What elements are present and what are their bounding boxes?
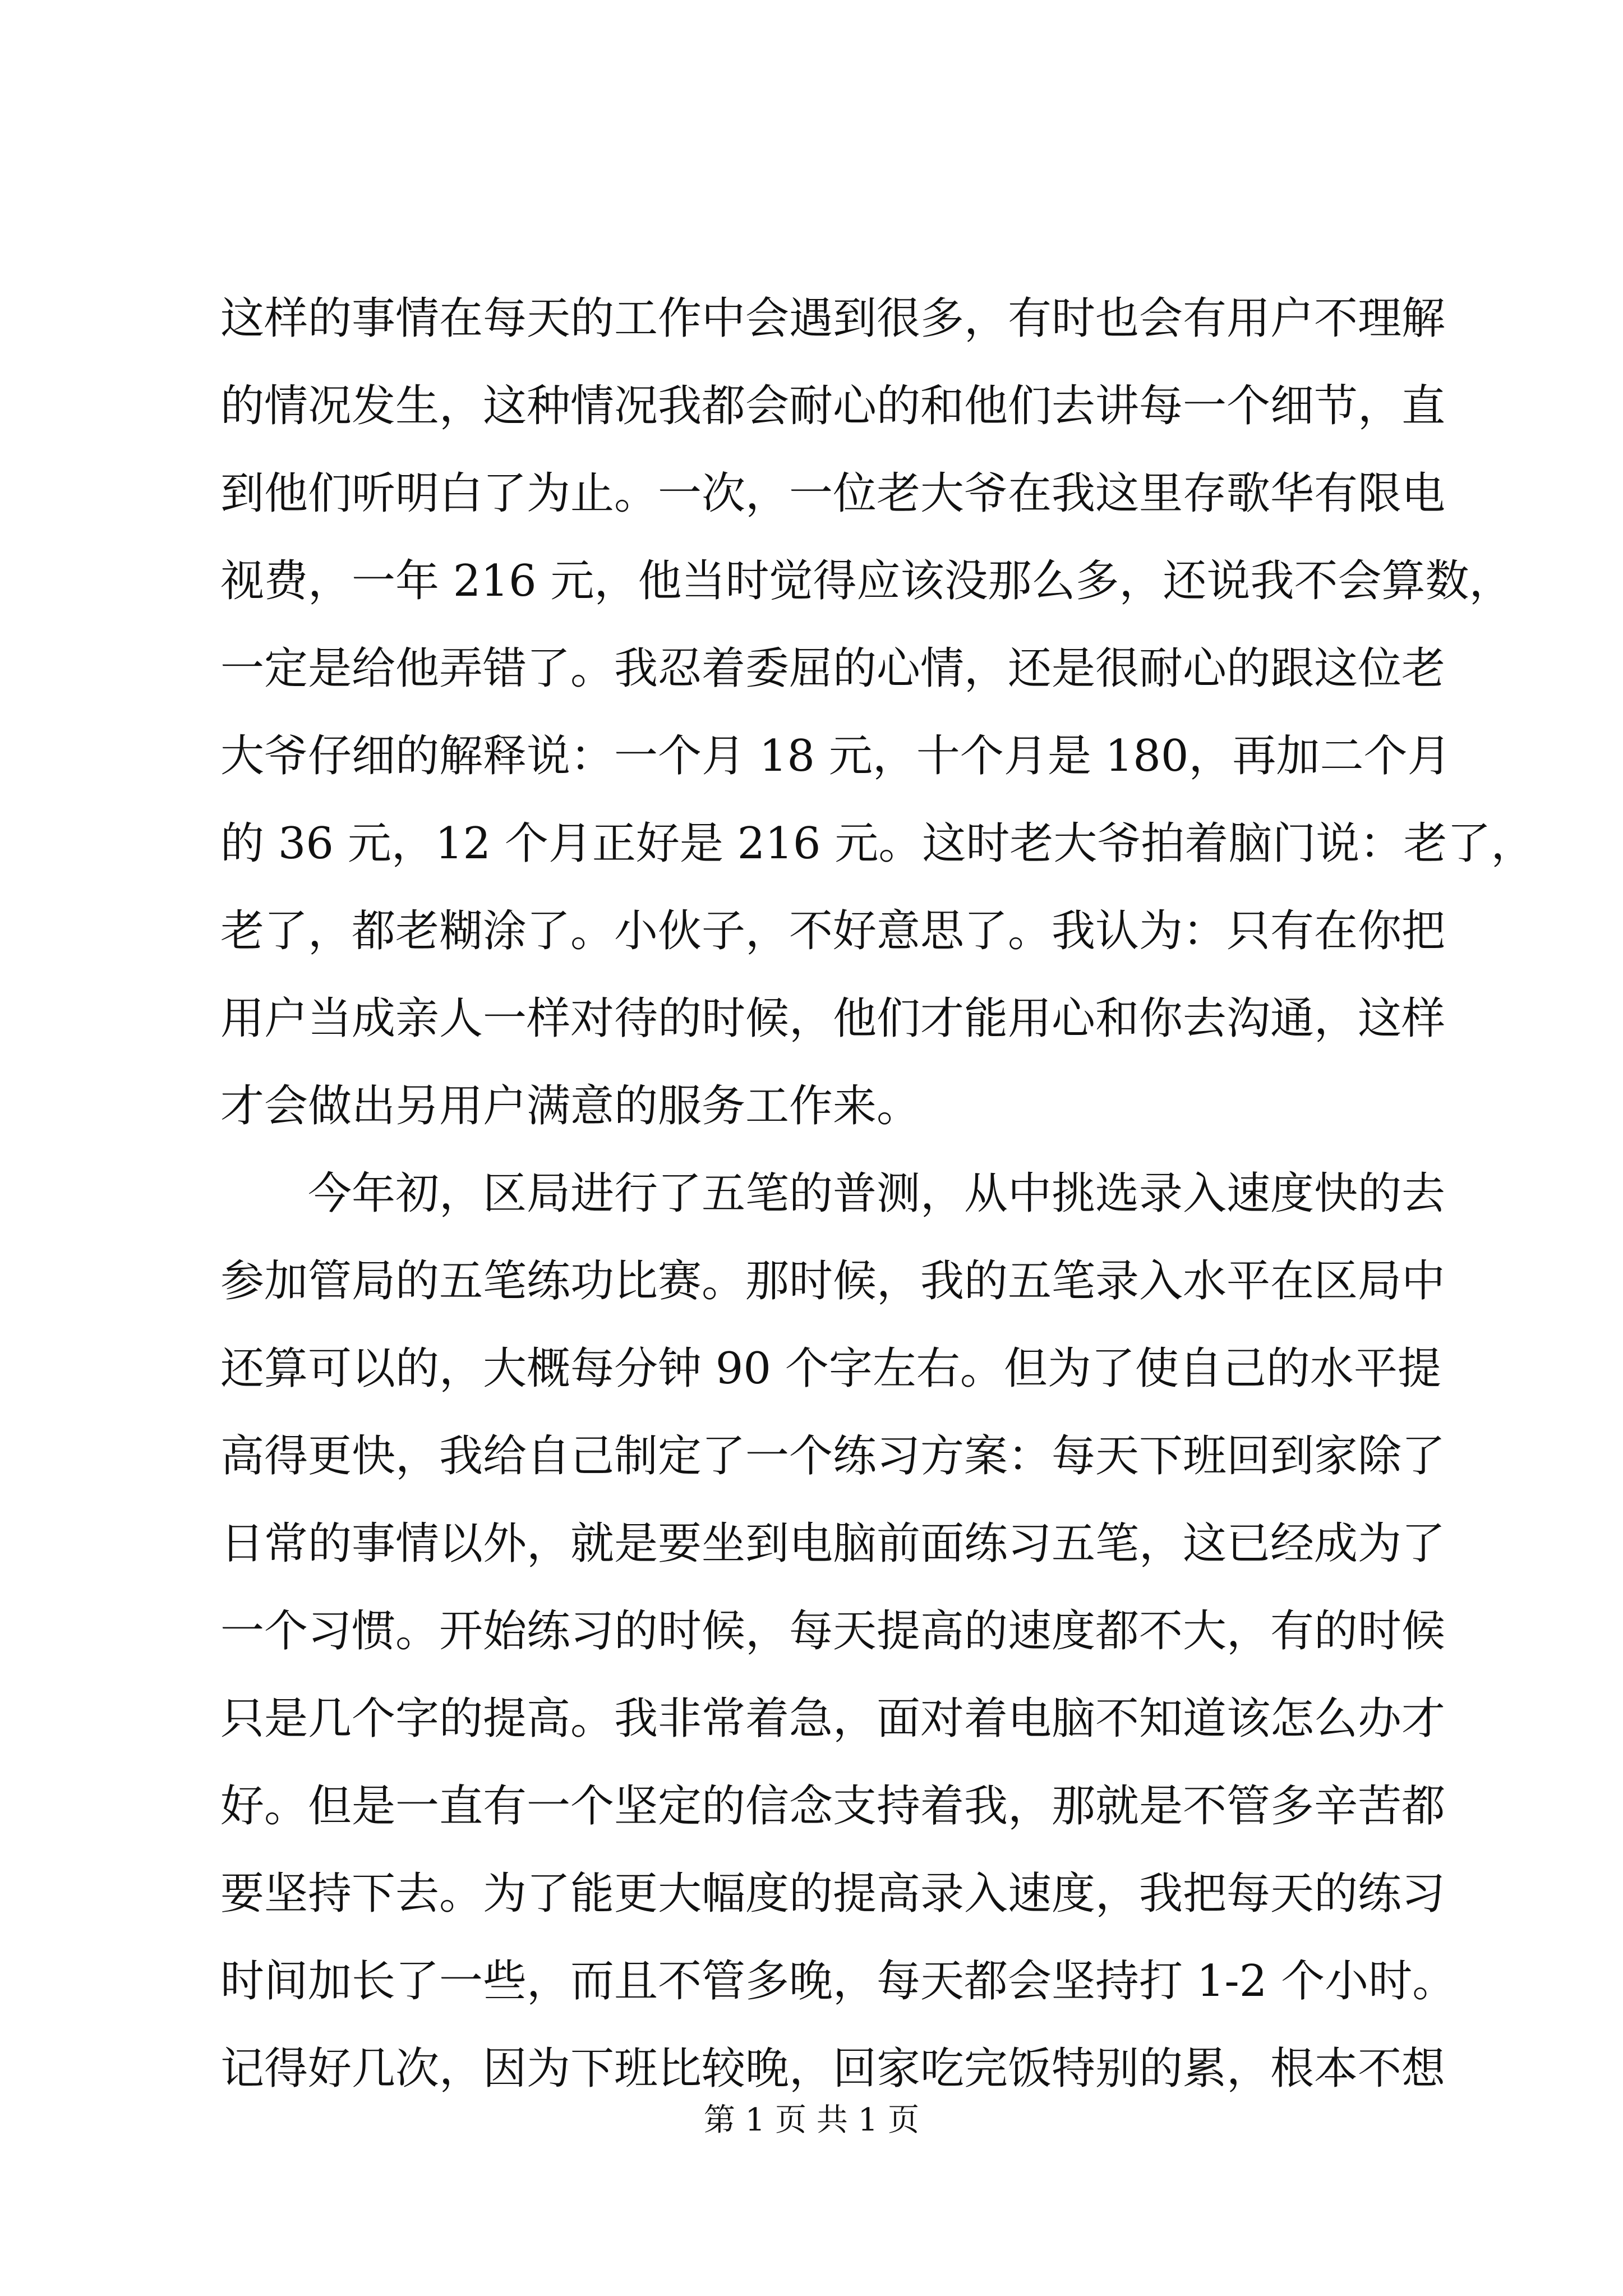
text-line: 这样的事情在每天的工作中会遇到很多，有时也会有用户不理解 [220, 293, 1446, 344]
text-line: 到他们听明白了为止。一次，一位老大爷在我这里存歌华有限电 [220, 468, 1446, 519]
text-line: 只是几个字的提高。我非常着急，面对着电脑不知道该怎么办才 [220, 1694, 1446, 1744]
text-line: 参加管局的五笔练功比赛。那时候，我的五笔录入水平在区局中 [220, 1256, 1446, 1306]
text-line: 才会做出另用户满意的服务工作来。 [220, 1081, 921, 1131]
text-line: 大爷仔细的解释说：一个月 18 元，十个月是 180，再加二个月 [220, 731, 1451, 781]
text-line: 记得好几次，因为下班比较晚，回家吃完饭特别的累，根本不想 [220, 2044, 1446, 2094]
text-line: 一定是给他弄错了。我忍着委屈的心情，还是很耐心的跟这位老 [220, 643, 1446, 694]
text-line: 视费，一年 216 元，他当时觉得应该没那么多，还说我不会算数， [220, 556, 1513, 606]
text-line: 的 36 元，12 个月正好是 216 元。这时老大爷拍着脑门说：老了， [220, 818, 1535, 869]
text-line: 日常的事情以外，就是要坐到电脑前面练习五笔，这已经成为了 [220, 1519, 1446, 1569]
text-line: 时间加长了一些，而且不管多晚，每天都会坚持打 1-2 个小时。 [220, 1956, 1456, 2007]
text-line: 一个习惯。开始练习的时候，每天提高的速度都不大，有的时候 [220, 1606, 1446, 1657]
page-number-label: 第 1 页 共 1 页 [703, 2102, 920, 2138]
text-line: 好。但是一直有一个坚定的信念支持着我，那就是不管多辛苦都 [220, 1781, 1446, 1832]
text-line: 要坚持下去。为了能更大幅度的提高录入速度，我把每天的练习 [220, 1869, 1446, 1919]
text-line: 还算可以的，大概每分钟 90 个字左右。但为了使自己的水平提 [220, 1343, 1441, 1394]
text-line: 老了，都老糊涂了。小伙子，不好意思了。我认为：只有在你把 [220, 906, 1446, 956]
text-line: 的情况发生，这种情况我都会耐心的和他们去讲每一个细节，直 [220, 381, 1446, 431]
page-footer [0, 2098, 1623, 2143]
text-line: 高得更快，我给自己制定了一个练习方案：每天下班回到家除了 [220, 1431, 1446, 1481]
text-line: 用户当成亲人一样对待的时候，他们才能用心和你去沟通，这样 [220, 993, 1446, 1044]
body-text [220, 275, 1535, 2113]
paragraph-start-line: 今年初，区局进行了五笔的普测，从中挑选录入速度快的去 [308, 1168, 1446, 1219]
